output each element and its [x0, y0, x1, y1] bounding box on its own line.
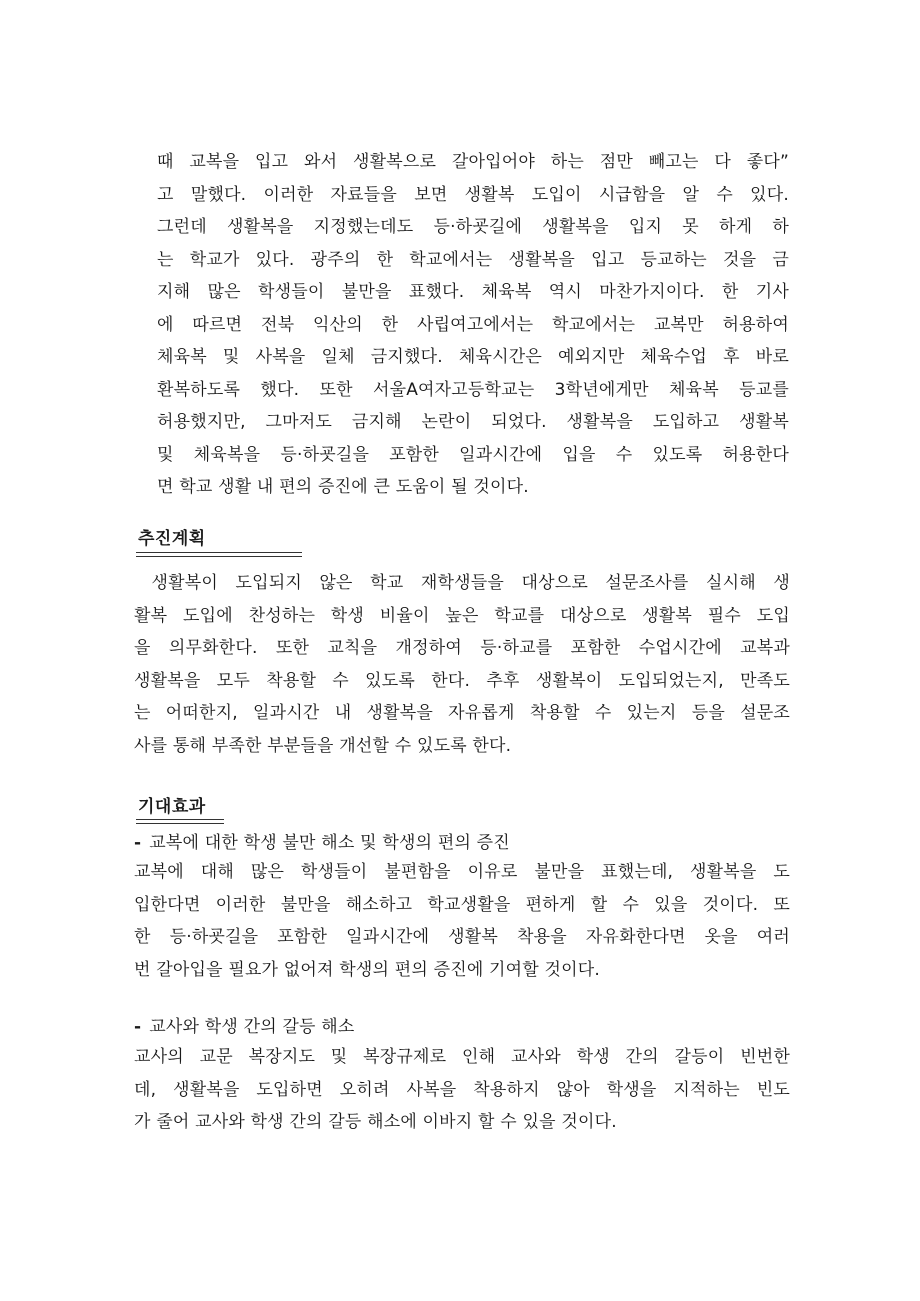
text-line: 고 말했다. 이러한 자료들을 보면 생활복 도입이 시급함을 알 수 있다. [157, 184, 789, 205]
effect-subheading [134, 828, 510, 853]
text-line: 및 체육복을 등·하굣길을 포함한 일과시간에 입을 수 있도록 허용한다 [157, 444, 789, 465]
effect-subheading [134, 1012, 355, 1037]
text-line: 는 어떠한지, 일과시간 내 생활복을 자유롭게 착용할 수 있는지 등을 설문조 [134, 703, 790, 723]
text-line: 생활복을 모두 착용할 수 있도록 한다. 추후 생활복이 도입되었는지, 만족도 [134, 670, 790, 691]
text-line: 때 교복을 입고 와서 생활복으로 갈아입어야 하는 점만 빼고는 다 좋다” [157, 152, 789, 172]
effect-title: 교사와 학생 간의 갈등 해소 [149, 1017, 355, 1037]
text-line: 는 학교가 있다. 광주의 한 학교에서는 생활복을 입고 등교하는 것을 금 [157, 249, 789, 270]
text-line: 환복하도록 했다. 또한 서울A여자고등학교는 3학년에게만 체육복 등교를 [157, 379, 789, 400]
text-line: 생활복이 도입되지 않은 학교 재학생들을 대상으로 설문조사를 실시해 생 [134, 573, 790, 593]
heading-underline [136, 819, 224, 824]
effect-title: 교복에 대한 학생 불만 해소 및 학생의 편의 증진 [149, 833, 510, 853]
text-line: 입한다면 이러한 불만을 해소하고 학교생활을 편하게 할 수 있을 것이다. 또 [134, 894, 790, 915]
text-line: 에 따르면 전북 익산의 한 사립여고에서는 학교에서는 교복만 허용하여 [157, 314, 789, 335]
text-line: 그런데 생활복을 지정했는데도 등·하굣길에 생활복을 입지 못 하게 하 [157, 217, 789, 237]
heading-underline [136, 552, 302, 557]
text-line: 사를 통해 부족한 부분들을 개선할 수 있도록 한다. [134, 735, 512, 756]
section-heading-effects: 기대효과 [138, 797, 206, 817]
text-line: 을 의무화한다. 또한 교칙을 개정하여 등·하교를 포함한 수업시간에 교복과 [134, 638, 790, 658]
section-heading-plan: 추진계획 [138, 529, 206, 549]
dash-marker: - [134, 833, 142, 853]
text-line: 허용했지만, 그마저도 금지해 논란이 되었다. 생활복을 도입하고 생활복 [157, 412, 789, 432]
text-line: 지해 많은 학생들이 불만을 표했다. 체육복 역시 마찬가지이다. 한 기사 [157, 282, 789, 302]
dash-marker: - [134, 1017, 142, 1037]
text-line: 체육복 및 사복을 일체 금지했다. 체육시간은 예외지만 체육수업 후 바로 [157, 347, 789, 367]
text-line: 번 갈아입을 필요가 없어져 학생의 편의 증진에 기여할 것이다. [134, 959, 600, 980]
text-line: 면 학교 생활 내 편의 증진에 큰 도움이 될 것이다. [157, 477, 529, 497]
text-line: 교사의 교문 복장지도 및 복장규제로 인해 교사와 학생 간의 갈등이 빈번한 [134, 1047, 790, 1067]
text-line: 교복에 대해 많은 학생들이 불편함을 이유로 불만을 표했는데, 생활복을 도 [134, 862, 790, 882]
text-line: 한 등·하굣길을 포함한 일과시간에 생활복 착용을 자유화한다면 옷을 여러 [134, 927, 790, 947]
effect-paragraph [134, 1041, 790, 1139]
text-line: 가 줄어 교사와 학생 간의 갈등 해소에 이바지 할 수 있을 것이다. [134, 1112, 617, 1132]
text-line: 활복 도입에 찬성하는 학생 비율이 높은 학교를 대상으로 생활복 필수 도입 [134, 605, 790, 626]
intro-paragraph [157, 146, 789, 504]
plan-paragraph [134, 567, 790, 762]
effect-paragraph [134, 856, 790, 986]
text-line: 데, 생활복을 도입하면 오히려 사복을 착용하지 않아 학생을 지적하는 빈도 [134, 1079, 790, 1100]
